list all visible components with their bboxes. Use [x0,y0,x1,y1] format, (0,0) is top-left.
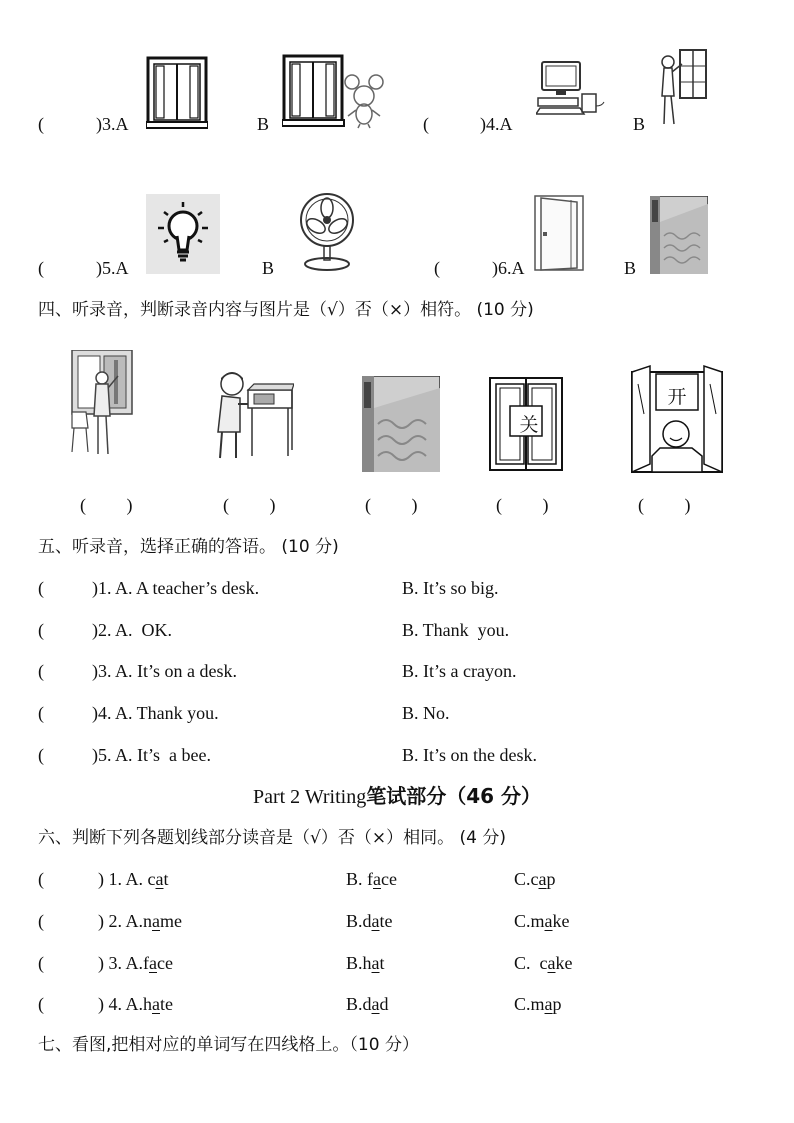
blank-5[interactable]: ( ) [638,495,691,515]
person-at-window-image [68,350,134,460]
s6-q3-option-a[interactable]: ) 3. A.face [98,953,173,973]
boy-at-desk-image [212,370,294,462]
s6-q1-option-a[interactable]: ) 1. A. cat [98,869,169,889]
close-sign-text: 关 [519,414,539,436]
s5-q3-paren: ( [38,661,44,681]
s5-q4-option-a[interactable]: )4. A. Thank you. [92,703,219,723]
tiled-floor-image [362,376,440,472]
s5-q5-paren: ( [38,745,44,765]
window-with-mickey-image [282,54,394,130]
section5-heading: 五、听录音，选择正确的答语。 (10 分) [38,537,339,557]
s5-q5-option-a[interactable]: )5. A. It’s a bee. [92,745,211,765]
s5-q2-option-a[interactable]: )2. A. OK. [92,620,172,640]
door-image [533,194,585,272]
s6-q3-option-b[interactable]: B.hat [346,953,385,973]
computer-image [536,60,606,118]
s6-q2-option-b[interactable]: B.date [346,911,393,931]
s6-q3-paren: ( [38,953,44,973]
s5-q5-option-b[interactable]: B. It’s on the desk. [402,745,537,765]
s6-q1-option-c[interactable]: C.cap [514,869,556,889]
q4-label-b: B [633,114,646,134]
q3-label-a: )3.A [96,114,129,134]
blank-2[interactable]: ( ) [223,495,276,515]
window-closed-image [146,56,208,130]
s6-q2-option-a[interactable]: ) 2. A.name [98,911,182,931]
s5-q2-paren: ( [38,620,44,640]
s5-q1-option-b[interactable]: B. It’s so big. [402,578,499,598]
s5-q4-paren: ( [38,703,44,723]
s6-q4-option-b[interactable]: B.dad [346,994,389,1014]
open-sign-text: 开 [667,386,687,408]
q5-open-paren: ( [38,258,44,278]
q6-open-paren: ( [434,258,440,278]
s5-q4-option-b[interactable]: B. No. [402,703,450,723]
q4-open-paren: ( [423,114,429,134]
s6-q3-option-c[interactable]: C. cake [514,953,573,973]
s6-q2-paren: ( [38,911,44,931]
s5-q1-option-a[interactable]: )1. A. A teacher’s desk. [92,578,260,598]
open-window-sign-image [630,364,724,474]
boy-closing-window-image [656,48,710,130]
fan-image [296,190,358,274]
part2-title-cn: 笔试部分（46 分） [366,784,542,808]
blank-1[interactable]: ( ) [80,495,133,515]
s6-q2-option-c[interactable]: C.make [514,911,570,931]
s5-q3-option-b[interactable]: B. It’s a crayon. [402,661,517,681]
floor-image [650,196,708,274]
q5-label-a: )5.A [96,258,129,278]
s6-q1-paren: ( [38,869,44,889]
section4-heading: 四、听录音，判断录音内容与图片是（√）否（×）相符。 (10 分) [38,300,534,320]
blank-4[interactable]: ( ) [496,495,549,515]
s6-q4-paren: ( [38,994,44,1014]
section7-heading: 七、看图,把相对应的单词写在四线格上。（10 分） [38,1035,419,1055]
s5-q2-option-b[interactable]: B. Thank you. [402,620,510,640]
q5-label-b: B [262,258,275,278]
light-bulb-image [146,194,220,274]
s6-q4-option-a[interactable]: ) 4. A.hate [98,994,173,1014]
s6-q4-option-c[interactable]: C.map [514,994,562,1014]
s5-q1-paren: ( [38,578,44,598]
q4-label-a: )4.A [480,114,513,134]
q3-open-paren: ( [38,114,44,134]
q6-label-a: )6.A [492,258,525,278]
blank-3[interactable]: ( ) [365,495,418,515]
q3-label-b: B [257,114,270,134]
section6-heading: 六、判断下列各题划线部分读音是（√）否（×）相同。 (4 分) [38,828,506,848]
s6-q1-option-b[interactable]: B. face [346,869,397,889]
q6-label-b: B [624,258,637,278]
part2-title [0,783,794,810]
s5-q3-option-a[interactable]: )3. A. It’s on a desk. [92,661,237,681]
part2-title-en: Part 2 Writing [252,786,367,808]
